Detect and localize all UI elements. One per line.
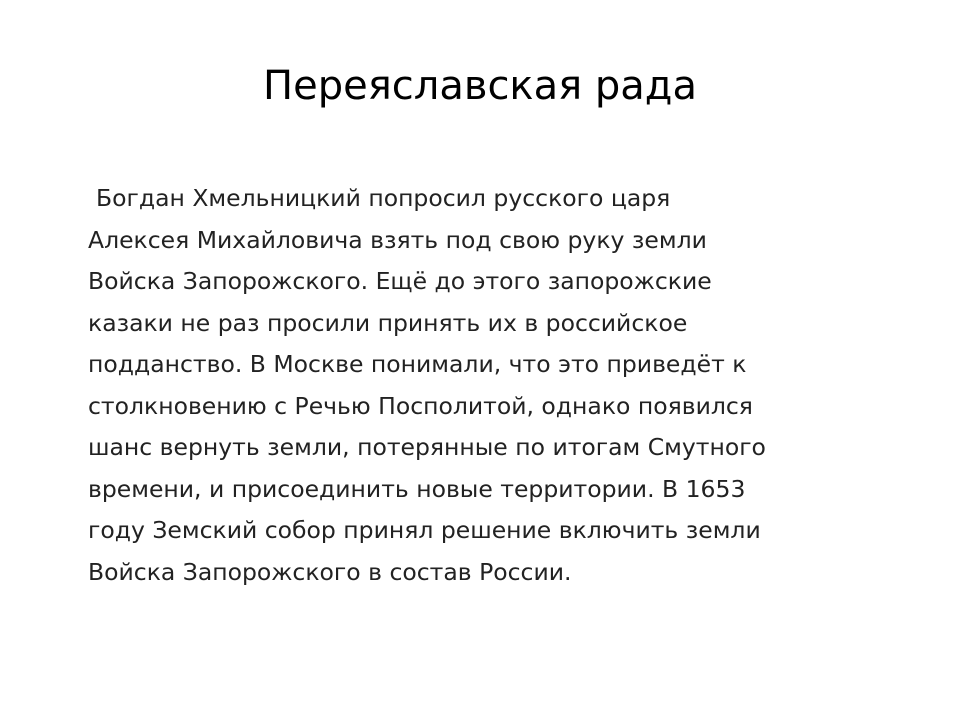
body-line: подданство. В Москве понимали, что это приведёт к [88, 350, 747, 378]
slide-body-text [88, 178, 898, 593]
body-line: Войска Запорожского в состав России. [88, 557, 572, 586]
body-line: Богдан Хмельницкий попросил русского царя [96, 184, 671, 212]
body-line: Алексея Михайловича взять под свою руку земли [88, 225, 707, 254]
body-line: Войска Запорожского. Ещё до этого запорожские [88, 267, 712, 295]
body-line: времени, и присоединить новые территории. В 1653 [88, 474, 746, 503]
slide-title: Переяславская рада [263, 63, 697, 109]
body-line: столкновению с Речью Посполитой, однако появился [88, 391, 753, 420]
body-line: шанс вернуть земли, потерянные по итогам Смутного [88, 433, 766, 461]
body-line: году Земский собор принял решение включить земли [88, 516, 761, 544]
body-line: казаки не раз просили принять их в российское [88, 308, 688, 337]
